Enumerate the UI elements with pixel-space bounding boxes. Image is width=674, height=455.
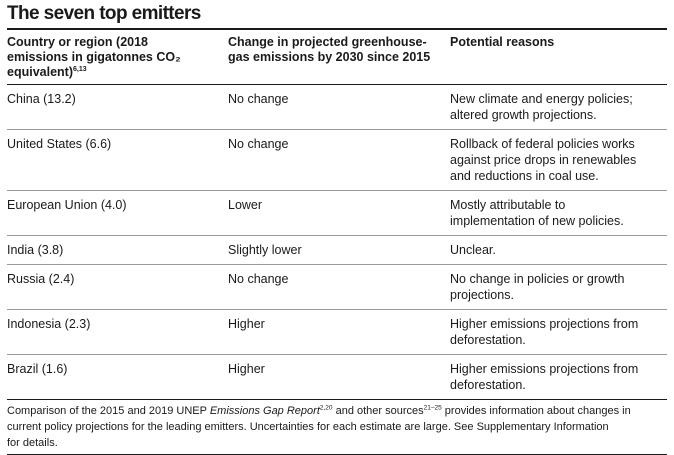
cell-reason [450, 236, 667, 265]
figure-title: The seven top emitters [7, 3, 201, 24]
header-reasons: Potential reasons [450, 30, 667, 85]
cell-region: China (13.2) [7, 85, 228, 130]
header-region-line1: Country or region (2018 [7, 35, 148, 49]
cell-reason-line: and reductions in coal use. [450, 169, 599, 183]
cell-reason-line: deforestation. [450, 378, 526, 392]
cell-reason [450, 191, 667, 236]
table-body [7, 85, 667, 400]
footnote-sup2: 21–25 [423, 404, 442, 412]
cell-change: Lower [228, 191, 450, 236]
footnote-line2: current policy projections for the leading emitters. Uncertainties for each estimate are large. See Supplementary Information [7, 421, 609, 433]
header-region-superscript: 6,13 [73, 65, 87, 73]
cell-reason-line: implementation of new policies. [450, 214, 624, 228]
cell-reason-line: No change in policies or growth [450, 272, 625, 286]
emitters-table [7, 30, 667, 399]
cell-reason-line: Rollback of federal policies works [450, 137, 635, 151]
cell-change: No change [228, 130, 450, 191]
cell-reason [450, 130, 667, 191]
table-row [7, 191, 667, 236]
footnote-line3: for details. [7, 437, 58, 449]
table-row [7, 265, 667, 310]
cell-region: Indonesia (2.3) [7, 310, 228, 355]
cell-region: India (3.8) [7, 236, 228, 265]
cell-change: Slightly lower [228, 236, 450, 265]
cell-reason-line: altered growth projections. [450, 108, 597, 122]
table-row [7, 310, 667, 355]
cell-change: No change [228, 265, 450, 310]
cell-reason [450, 85, 667, 130]
header-region-line3: equivalent) [7, 65, 73, 79]
cell-region: United States (6.6) [7, 130, 228, 191]
header-change-line1: Change in projected greenhouse- [228, 35, 427, 49]
cell-reason-line: Higher emissions projections from [450, 362, 639, 376]
footnote-sup1: 2,20 [319, 404, 333, 412]
cell-change: No change [228, 85, 450, 130]
table-row [7, 236, 667, 265]
table-row [7, 85, 667, 130]
cell-reason-line: against price drops in renewables [450, 153, 637, 167]
cell-reason-line: deforestation. [450, 333, 526, 347]
cell-change: Higher [228, 355, 450, 400]
cell-reason-line: Mostly attributable to [450, 198, 566, 212]
cell-region: Brazil (1.6) [7, 355, 228, 400]
header-region-line2: emissions in gigatonnes CO₂ [7, 50, 181, 64]
cell-reason [450, 310, 667, 355]
footnote-part3: provides information about changes in [441, 405, 631, 417]
header-change [228, 30, 450, 85]
header-region [7, 30, 228, 85]
cell-change: Higher [228, 310, 450, 355]
header-row [7, 30, 667, 85]
cell-reason-line: projections. [450, 288, 514, 302]
footnote [7, 399, 667, 451]
cell-reason-line: Unclear. [450, 243, 496, 257]
cell-reason-line: Higher emissions projections from [450, 317, 639, 331]
footnote-part1: Comparison of the 2015 and 2019 UNEP [7, 405, 210, 417]
cell-reason [450, 355, 667, 400]
cell-region: Russia (2.4) [7, 265, 228, 310]
cell-reason-line: New climate and energy policies; [450, 92, 633, 106]
table-row [7, 130, 667, 191]
table-row [7, 355, 667, 400]
cell-reason [450, 265, 667, 310]
cell-region: European Union (4.0) [7, 191, 228, 236]
footnote-report-name: Emissions Gap Report [209, 405, 320, 417]
footnote-part2: and other sources [332, 405, 424, 417]
header-change-line2: gas emissions by 2030 since 2015 [228, 50, 431, 64]
